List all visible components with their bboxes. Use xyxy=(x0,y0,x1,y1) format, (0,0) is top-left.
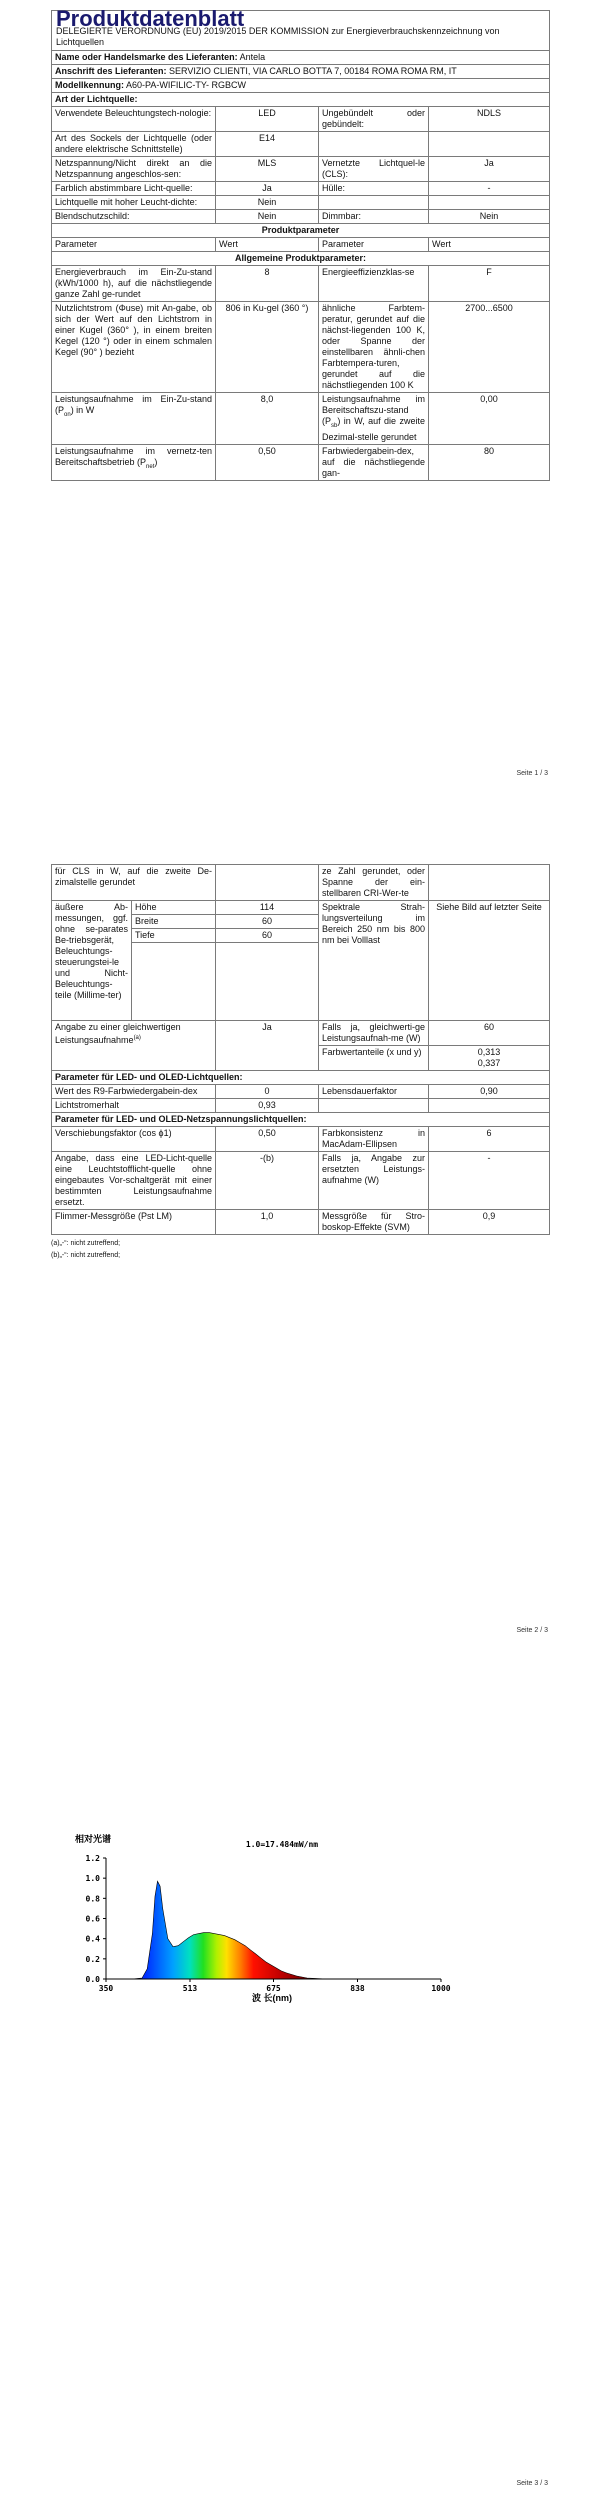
spectrum-area xyxy=(106,1881,328,1979)
x-tick-label: 838 xyxy=(350,1984,365,1993)
tech-label: Verwendete Beleuchtungstech-nologie: xyxy=(52,107,216,132)
general-params-header: Allgemeine Produktparameter: xyxy=(52,252,550,266)
y-tick-label: 1.2 xyxy=(85,1854,100,1863)
height-value: 114 xyxy=(216,901,319,915)
address-label: Anschrift des Lieferanten: xyxy=(55,66,167,76)
col-header-param: Parameter xyxy=(319,238,429,252)
tech-value: LED xyxy=(216,107,319,132)
depth-value: 60 xyxy=(216,929,319,943)
x-tick-label: 513 xyxy=(182,1984,198,1993)
empty-cell xyxy=(319,132,429,157)
address-row xyxy=(52,65,550,79)
model-row xyxy=(52,79,550,93)
cap-value: E14 xyxy=(216,132,319,157)
chromaticity-value: 0,313 0,337 xyxy=(429,1046,550,1071)
x-ticks xyxy=(99,1979,451,1993)
empty-cell xyxy=(319,196,429,210)
page-number: Seite 2 / 3 xyxy=(516,1627,548,1634)
dimmable-label: Dimmbar: xyxy=(319,210,429,224)
depth-label: Tiefe xyxy=(132,929,216,943)
directional-value: NDLS xyxy=(429,107,550,132)
anti-glare-value: Nein xyxy=(216,210,319,224)
stroboscopic-value: 0,9 xyxy=(429,1210,550,1235)
footnotes xyxy=(51,1238,549,1262)
y-tick-label: 1.0 xyxy=(85,1874,100,1884)
power-factor-label: Verschiebungsfaktor (cos ϕ1) xyxy=(52,1127,216,1152)
energy-class-label: Energieeffizienzklas-se xyxy=(319,266,429,302)
x-tick-label: 1000 xyxy=(431,1984,451,1993)
page-2 xyxy=(51,864,549,1262)
empty-cell xyxy=(216,865,319,901)
light-type-header: Art der Lichtquelle: xyxy=(52,93,550,107)
product-params-header: Produktparameter xyxy=(52,224,550,238)
address-value: SERVIZIO CLIENTI, VIA CARLO BOTTA 7, 00184 ROMA ROMA RM, IT xyxy=(169,66,457,76)
cap-label: Art des Sockels der Lichtquelle (oder andere elektrische Schnittstelle) xyxy=(52,132,216,157)
brand-row xyxy=(52,51,550,65)
envelope-value: - xyxy=(429,182,550,196)
replacement-label: Angabe, dass eine LED-Licht-quelle eine Leuchtstofflicht-quelle ohne eingebautes Vor-schaltgerät mit einer bestimmten Leistungsaufnahme ersetzt. xyxy=(52,1152,216,1210)
tunable-value: Ja xyxy=(216,182,319,196)
y-tick-label: 0.4 xyxy=(85,1934,100,1944)
networked-standby-label: Leistungsaufnahme im vernetz-ten Bereitschaftsbetrieb $(P_{net})$ xyxy=(52,444,216,480)
col-header-value: Wert xyxy=(429,238,550,252)
model-value: A60-PA-WIFILIC-TY- RGBCW xyxy=(126,80,247,90)
mains-value: MLS xyxy=(216,157,319,182)
page-1 xyxy=(51,6,549,772)
replacement-watt-label: Falls ja, Angabe zur ersetzten Leistungs-aufnahme (W) xyxy=(319,1152,429,1210)
cri-label-cont: ze Zahl gerundet, oder Spanne der ein-stellbaren CRI-Wer-te xyxy=(319,865,429,901)
equivalent-watt-label: Falls ja, gleichwerti-ge Leistungsaufnah-me (W) xyxy=(319,1021,429,1046)
col-header-param: Parameter xyxy=(52,238,216,252)
envelope-label: Hülle: xyxy=(319,182,429,196)
page-title: Produktdatenblatt xyxy=(56,6,245,31)
spectral-value: Siehe Bild auf letzter Seite xyxy=(429,901,550,1021)
empty-cell xyxy=(429,1099,550,1113)
equivalent-power-label: Angabe zu einer gleichwertigen Leistungsaufnahme$^{(a)}$ xyxy=(52,1021,216,1071)
replacement-watt-value: - xyxy=(429,1152,550,1210)
energy-consumption-value: 8 xyxy=(216,266,319,302)
cls-value: Ja xyxy=(429,157,550,182)
dimensions-label: äußere Ab-messungen, ggf. ohne se-parates Be-triebsgerät, Beleuchtungs-steuerungstei-le und Nicht-Beleuchtungs-teile (Millime-ter) xyxy=(52,901,132,1021)
macadam-value: 6 xyxy=(429,1127,550,1152)
cri-label: Farbwiedergabein-dex, auf die nächstliegende gan- xyxy=(319,444,429,480)
brand-value: Antela xyxy=(239,52,266,62)
networked-standby-label-cont: für CLS in W, auf die zweite De-zimalstelle gerundet xyxy=(52,865,216,901)
directional-label: Ungebündelt oder gebündelt: xyxy=(319,107,429,132)
stroboscopic-label: Messgröße für Stro-boskop-Effekte (SVM) xyxy=(319,1210,429,1235)
y-tick-label: 0.6 xyxy=(85,1914,100,1924)
y-tick-label: 0.2 xyxy=(85,1954,100,1964)
page-number: Seite 3 / 3 xyxy=(516,2480,548,2487)
width-label: Breite xyxy=(132,915,216,929)
empty-cell xyxy=(429,196,550,210)
height-label: Höhe xyxy=(132,901,216,915)
cct-label: ähnliche Farbtem-peratur, gerundet auf die nächst-liegenden 100 K, oder Spanne der einstellbaren ähnli-chen Farbtempera-turen, gerundet auf die nächstliegenden 100 K xyxy=(319,302,429,393)
spectral-label: Spektrale Strah-lungsverteilung im Bereich 250 nm bis 800 nm bei Volllast xyxy=(319,901,429,1021)
mains-params-header: Parameter für LED- und OLED-Netzspannungslichtquellen: xyxy=(52,1113,550,1127)
anti-glare-label: Blendschutzschild: xyxy=(52,210,216,224)
survival-factor-value: 0,90 xyxy=(429,1085,550,1099)
width-value: 60 xyxy=(216,915,319,929)
tunable-label: Farblich abstimmbare Licht-quelle: xyxy=(52,182,216,196)
regulation-subtitle: DELEGIERTE VERORDNUNG (EU) 2019/2015 DER KOMMISSION zur Energieverbrauchskennzeichnung von Lichtquellen xyxy=(56,26,500,47)
y-tick-label: 0.8 xyxy=(85,1894,100,1904)
mains-label: Netzspannung/Nicht direkt an die Netzspannung angeschlos-sen: xyxy=(52,157,216,182)
col-header-value: Wert xyxy=(216,238,319,252)
high-luminance-value: Nein xyxy=(216,196,319,210)
standby-power-value: 0,00 xyxy=(429,393,550,445)
survival-factor-label: Lebensdauerfaktor xyxy=(319,1085,429,1099)
empty-cell xyxy=(132,943,216,1021)
empty-cell xyxy=(429,865,550,901)
y-ticks xyxy=(86,1854,106,1984)
dimmable-value: Nein xyxy=(429,210,550,224)
chromaticity-label: Farbwertanteile (x und y) xyxy=(319,1046,429,1071)
empty-cell xyxy=(429,132,550,157)
spectrum-chart xyxy=(60,1830,460,2005)
datasheet-table-p2 xyxy=(51,864,550,1235)
high-luminance-label: Lichtquelle mit hoher Leucht-dichte: xyxy=(52,196,216,210)
cls-label: Vernetzte Lichtquel-le (CLS): xyxy=(319,157,429,182)
on-power-value: 8,0 xyxy=(216,393,319,445)
model-label: Modellkennung: xyxy=(55,80,124,90)
standby-power-label: Leistungsaufnahme im Bereitschaftszu-stand $(P_{sb})$ in W, auf die zweite Dezimal-stelle gerundet xyxy=(319,393,429,445)
luminous-flux-label: Nutzlichtstrom (Φuse) mit An-gabe, ob sich der Wert auf den Lichtstrom in einer Kugel (360° ), in einem breiten Kegel (120 °) oder in einem schmalen Kegel (90° ) bezieht xyxy=(52,302,216,393)
equivalent-power-value: Ja xyxy=(216,1021,319,1071)
datasheet-table-p1 xyxy=(51,6,550,481)
flicker-value: 1,0 xyxy=(216,1210,319,1235)
on-power-label: Leistungsaufnahme im Ein-Zu-stand $(P_{on})$ in W xyxy=(52,393,216,445)
page-number: Seite 1 / 3 xyxy=(516,770,548,777)
macadam-label: Farbkonsistenz in MacAdam-Ellipsen xyxy=(319,1127,429,1152)
power-factor-value: 0,50 xyxy=(216,1127,319,1152)
replacement-value: -(b) xyxy=(216,1152,319,1210)
led-params-header: Parameter für LED- und OLED-Lichtquellen: xyxy=(52,1071,550,1085)
chart-title: 相对光谱 xyxy=(75,1834,112,1844)
x-axis-label: 波 长(nm) xyxy=(252,1993,292,2003)
x-tick-label: 350 xyxy=(98,1984,114,1993)
luminous-flux-value: 806 in Ku-gel (360 °) xyxy=(216,302,319,393)
chart-annotation: 1.0=17.484mW/nm xyxy=(245,1840,319,1849)
r9-label: Wert des R9-Farbwiedergabein-dex xyxy=(52,1085,216,1099)
networked-standby-value: 0,50 xyxy=(216,444,319,480)
r9-value: 0 xyxy=(216,1085,319,1099)
cri-value: 80 xyxy=(429,444,550,480)
footnote-b: (b)„-“: nicht zutreffend; xyxy=(51,1252,121,1259)
footnote-a: (a)„-“: nicht zutreffend; xyxy=(51,1240,121,1247)
energy-class-value: F xyxy=(429,266,550,302)
equivalent-watt-value: 60 xyxy=(429,1021,550,1046)
lumen-maintenance-label: Lichtstromerhalt xyxy=(52,1099,216,1113)
flicker-label: Flimmer-Messgröße (Pst LM) xyxy=(52,1210,216,1235)
x-tick-label: 675 xyxy=(266,1984,281,1993)
empty-cell xyxy=(216,943,319,1021)
lumen-maintenance-value: 0,93 xyxy=(216,1099,319,1113)
brand-label: Name oder Handelsmarke des Lieferanten: xyxy=(55,52,238,62)
y-tick-label: 0.0 xyxy=(85,1975,100,1984)
energy-consumption-label: Energieverbrauch im Ein-Zu-stand (kWh/1000 h), auf die nächstliegende ganze Zahl ge-rundet xyxy=(52,266,216,302)
empty-cell xyxy=(319,1099,429,1113)
cct-value: 2700...6500 xyxy=(429,302,550,393)
